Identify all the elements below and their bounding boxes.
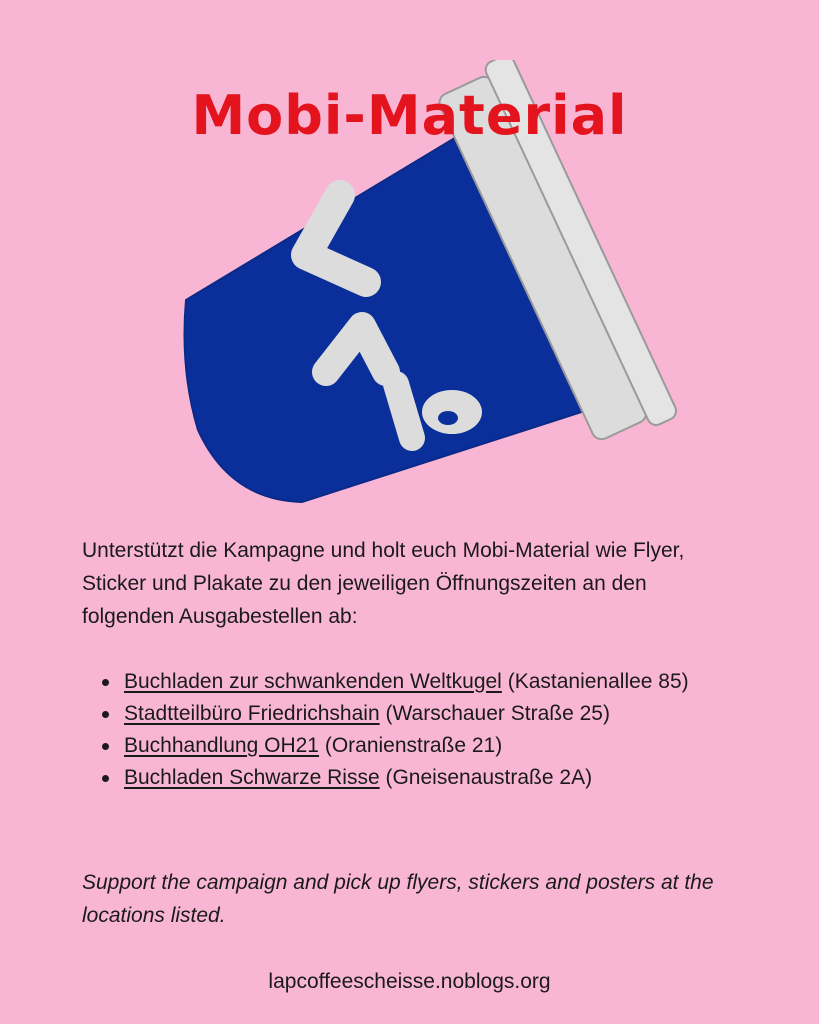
english-summary: Support the campaign and pick up flyers, stickers and posters at the locations listed.: [82, 871, 714, 927]
location-link-schwarze-risse[interactable]: Buchladen Schwarze Risse: [124, 766, 380, 789]
intro-text: Unterstützt die Kampagne und holt euch Mobi-Material wie Flyer, Sticker und Plakate zu den jeweiligen Öffnungszeiten an den folgenden Ausgabestellen ab:: [82, 539, 685, 628]
location-link-oh21[interactable]: Buchhandlung OH21: [124, 734, 319, 757]
location-address: (Gneisenaustraße 2A): [385, 766, 593, 789]
location-link-weltkugel[interactable]: Buchladen zur schwankenden Weltkugel: [124, 670, 502, 693]
list-item: [82, 762, 742, 794]
location-address: (Kastanienallee 85): [507, 670, 689, 693]
list-item: [82, 698, 742, 730]
location-link-friedrichshain[interactable]: Stadtteilbüro Friedrichshain: [124, 702, 380, 725]
location-address: (Warschauer Straße 25): [385, 702, 610, 725]
list-item: [82, 730, 742, 762]
website-url: lapcoffeescheisse.noblogs.org: [268, 970, 551, 993]
list-item: [82, 666, 742, 698]
location-address: (Oranienstraße 21): [324, 734, 503, 757]
page-title: Mobi-Material: [191, 84, 628, 147]
locations-list: [82, 666, 742, 794]
